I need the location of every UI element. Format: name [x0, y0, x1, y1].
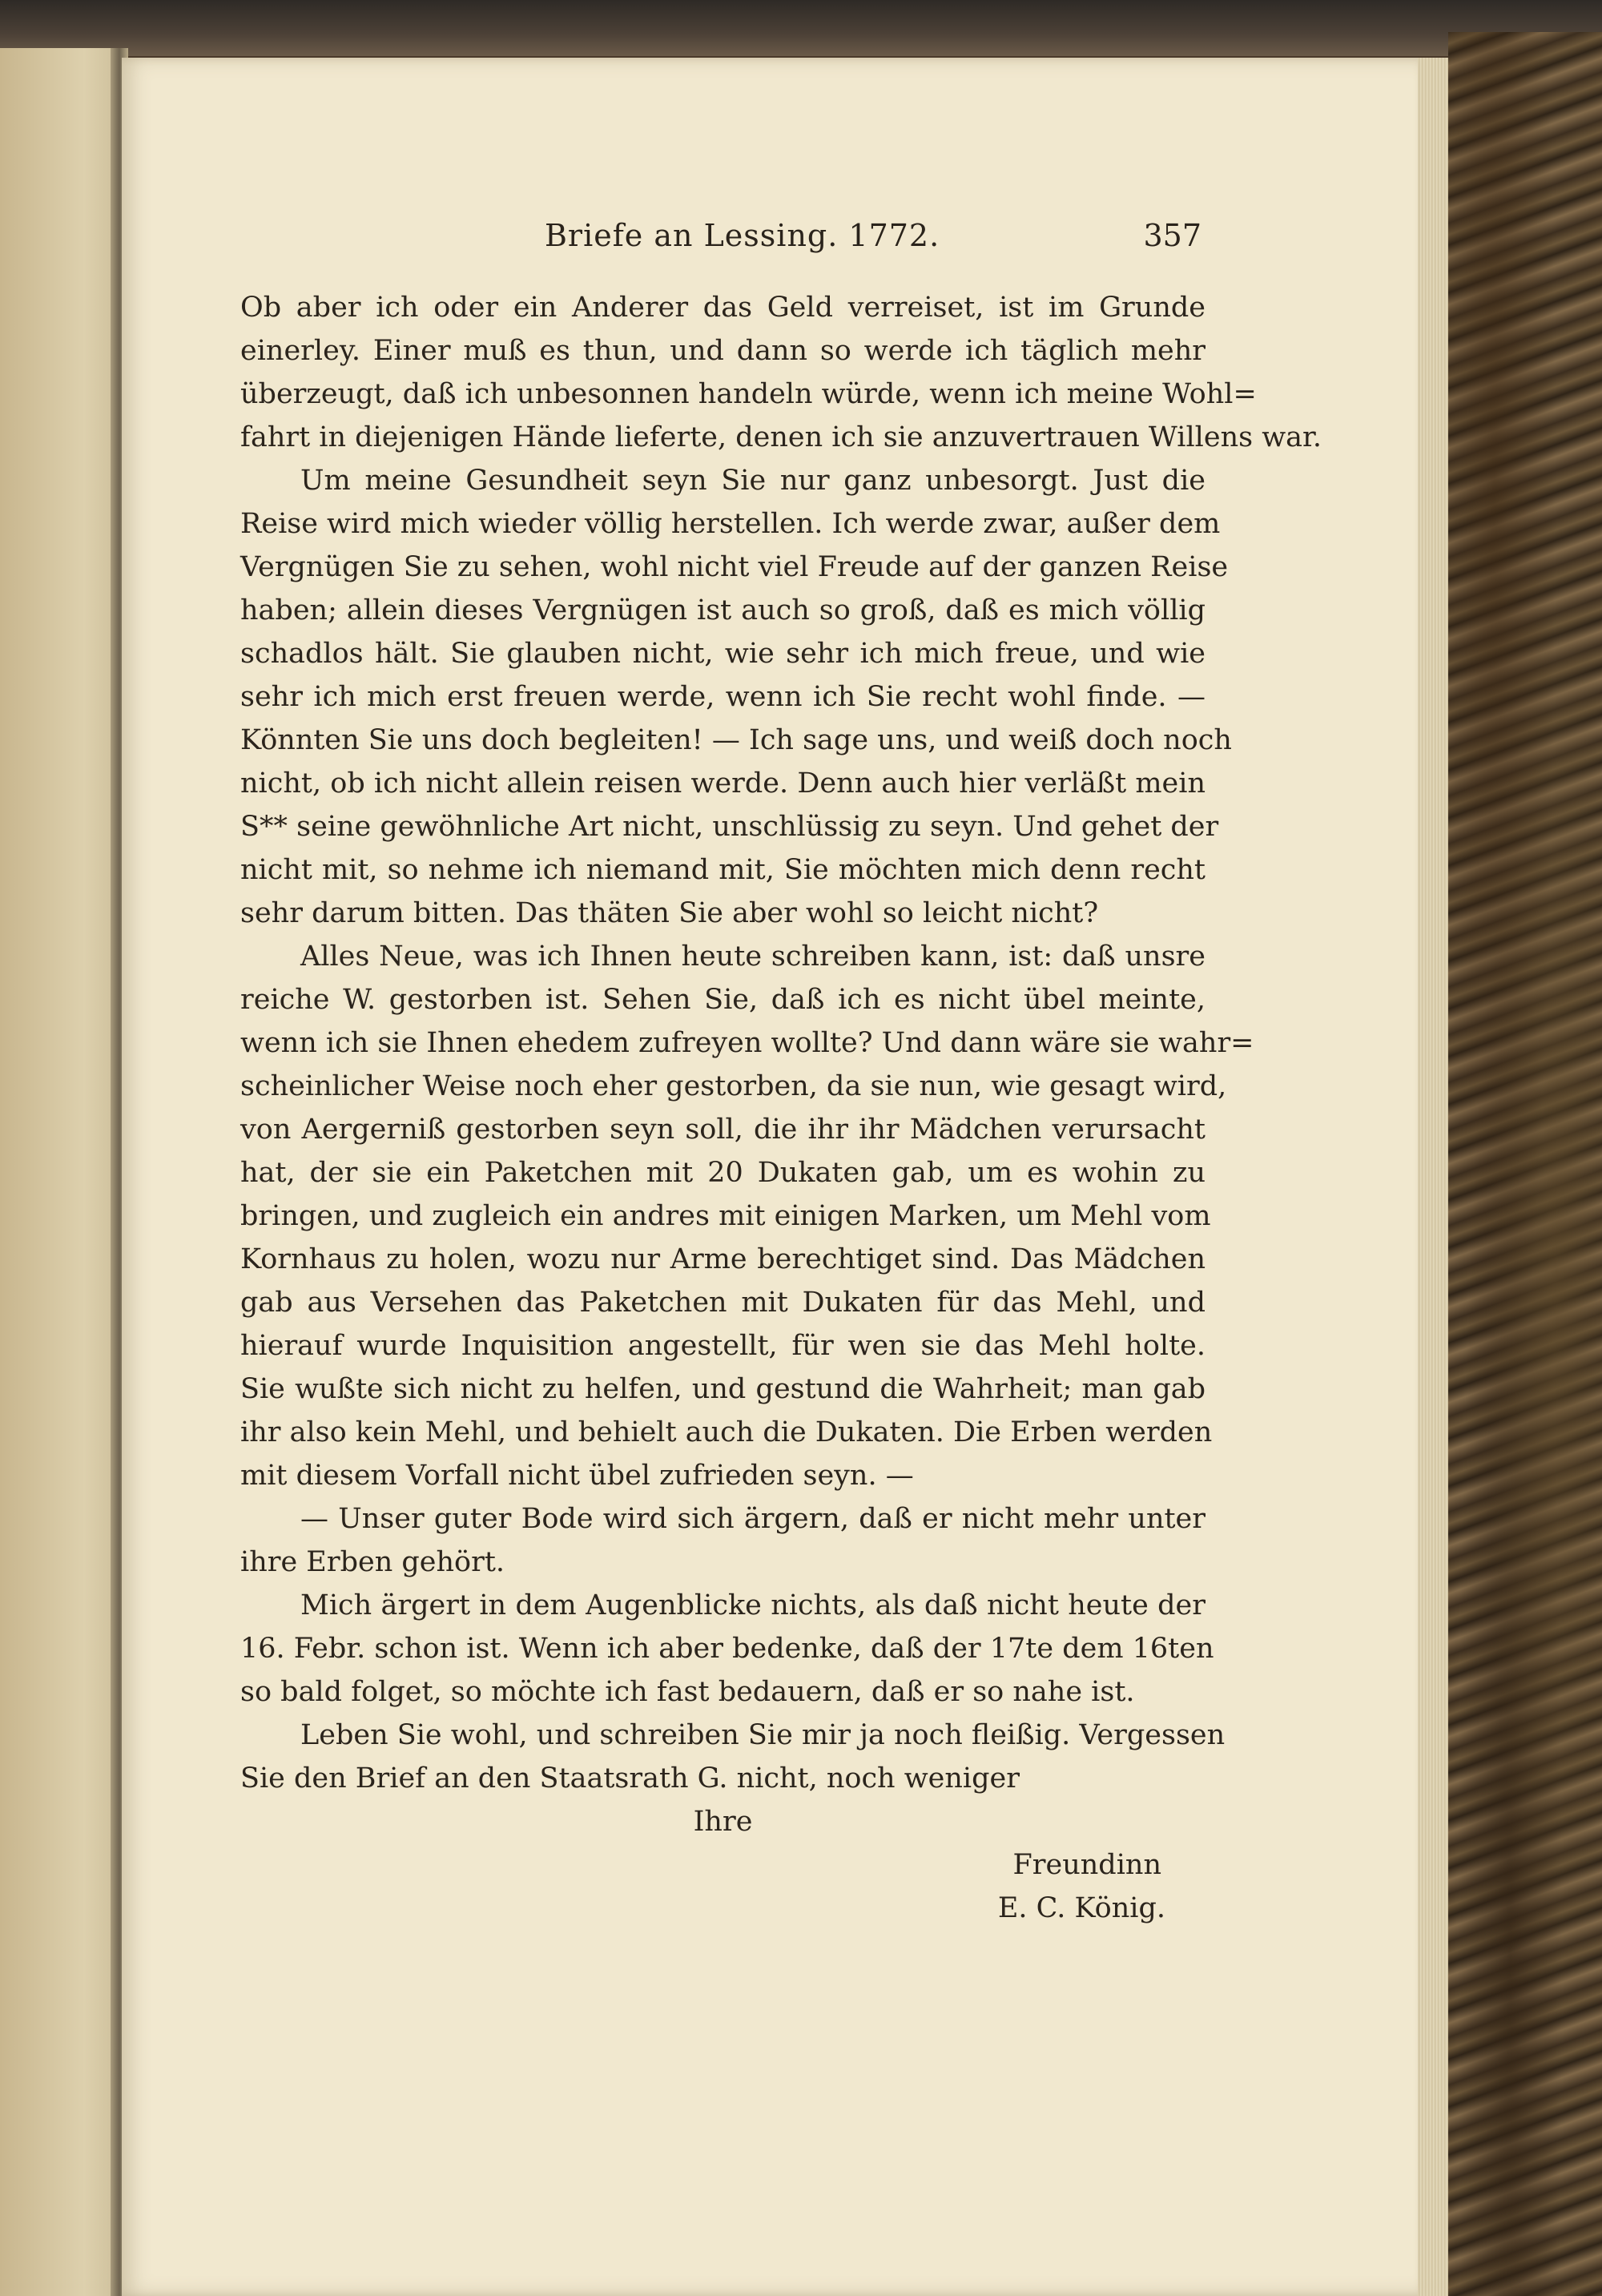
text-line: hierauf wurde Inquisition angestellt, für wen sie das Mehl holte.: [240, 1330, 1206, 1362]
text-line: Sie den Brief an den Staatsrath G. nicht, noch weniger: [240, 1762, 1020, 1795]
page-number: 357: [1143, 218, 1202, 253]
text-line: Leben Sie wohl, und schreiben Sie mir ja noch fleißig. Vergessen: [300, 1719, 1226, 1751]
text-line: einerley. Einer muß es thun, und dann so werde ich täglich mehr: [240, 335, 1206, 367]
text-line: bringen, und zugleich ein andres mit einigen Marken, um Mehl vom: [240, 1200, 1211, 1232]
text-line: — Unser guter Bode wird sich ärgern, daß er nicht mehr unter: [300, 1503, 1206, 1535]
signature: E. C. König.: [997, 1892, 1165, 1924]
text-line: Alles Neue, was ich Ihnen heute schreiben kann, ist: daß unsre: [300, 941, 1206, 973]
running-title: Briefe an Lessing. 1772.: [545, 218, 940, 253]
text-line: sehr darum bitten. Das thäten Sie aber wohl so leicht nicht?: [240, 897, 1099, 929]
text-line: fahrt in diejenigen Hände lieferte, denen ich sie anzuvertrauen Willens war.: [240, 421, 1322, 453]
left-page-edge: [0, 48, 120, 2296]
text-line: mit diesem Vorfall nicht übel zufrieden seyn. —: [240, 1460, 914, 1492]
text-line: wenn ich sie Ihnen ehedem zufreyen wollte? Und dann wäre sie wahr=: [240, 1027, 1254, 1059]
text-line: 16. Febr. schon ist. Wenn ich aber bedenke, daß der 17te dem 16ten: [240, 1633, 1214, 1665]
text-line: ihre Erben gehört.: [240, 1546, 505, 1578]
text-line: überzeugt, daß ich unbesonnen handeln würde, wenn ich meine Wohl=: [240, 378, 1257, 410]
text-line: gab aus Versehen das Paketchen mit Dukaten für das Mehl, und: [240, 1287, 1206, 1319]
text-line: hat, der sie ein Paketchen mit 20 Dukaten gab, um es wohin zu: [240, 1157, 1206, 1189]
text-line: von Aergerniß gestorben seyn soll, die ihr ihr Mädchen verursacht: [240, 1114, 1206, 1146]
text-line: reiche W. gestorben ist. Sehen Sie, daß ich es nicht übel meinte,: [240, 984, 1206, 1016]
running-header: [244, 218, 1202, 258]
letter-body: [240, 286, 1322, 1930]
text-line: schadlos hält. Sie glauben nicht, wie sehr ich mich freue, und wie: [240, 638, 1206, 670]
text-line: Reise wird mich wieder völlig herstellen. Ich werde zwar, außer dem: [240, 508, 1221, 540]
book-top-edge: [0, 0, 1602, 56]
text-line: scheinlicher Weise noch eher gestorben, da sie nun, wie gesagt wird,: [240, 1070, 1227, 1102]
text-line: haben; allein dieses Vergnügen ist auch so groß, daß es mich völlig: [240, 594, 1206, 626]
text-line: Sie wußte sich nicht zu helfen, und gestund die Wahrheit; man gab: [240, 1373, 1206, 1405]
text-line: S** seine gewöhnliche Art nicht, unschlüssig zu seyn. Und gehet der: [240, 811, 1219, 843]
text-line: nicht mit, so nehme ich niemand mit, Sie möchten mich denn recht: [240, 854, 1206, 886]
closing-freundinn: Freundinn: [1012, 1849, 1161, 1881]
text-line: Vergnügen Sie zu sehen, wohl nicht viel Freude auf der ganzen Reise: [240, 551, 1229, 583]
text-line: ihr also kein Mehl, und behielt auch die Dukaten. Die Erben werden: [240, 1416, 1213, 1448]
text-line: Um meine Gesundheit seyn Sie nur ganz unbesorgt. Just die: [300, 465, 1206, 497]
text-line: so bald folget, so möchte ich fast bedauern, daß er so nahe ist.: [240, 1676, 1135, 1708]
text-line: sehr ich mich erst freuen werde, wenn ich Sie recht wohl finde. —: [240, 681, 1206, 713]
text-line: Mich ärgert in dem Augenblicke nichts, als daß nicht heute der: [300, 1589, 1206, 1621]
closing-ihre: Ihre: [693, 1806, 753, 1838]
marbled-cover: [1448, 32, 1602, 2296]
text-line: Könnten Sie uns doch begleiten! — Ich sage uns, und weiß doch noch: [240, 724, 1232, 756]
text-line: nicht, ob ich nicht allein reisen werde. Denn auch hier verläßt mein: [240, 767, 1206, 800]
text-line: Ob aber ich oder ein Anderer das Geld verreiset, ist im Grunde: [240, 292, 1206, 324]
text-line: Kornhaus zu holen, wozu nur Arme berechtiget sind. Das Mädchen: [240, 1243, 1206, 1275]
